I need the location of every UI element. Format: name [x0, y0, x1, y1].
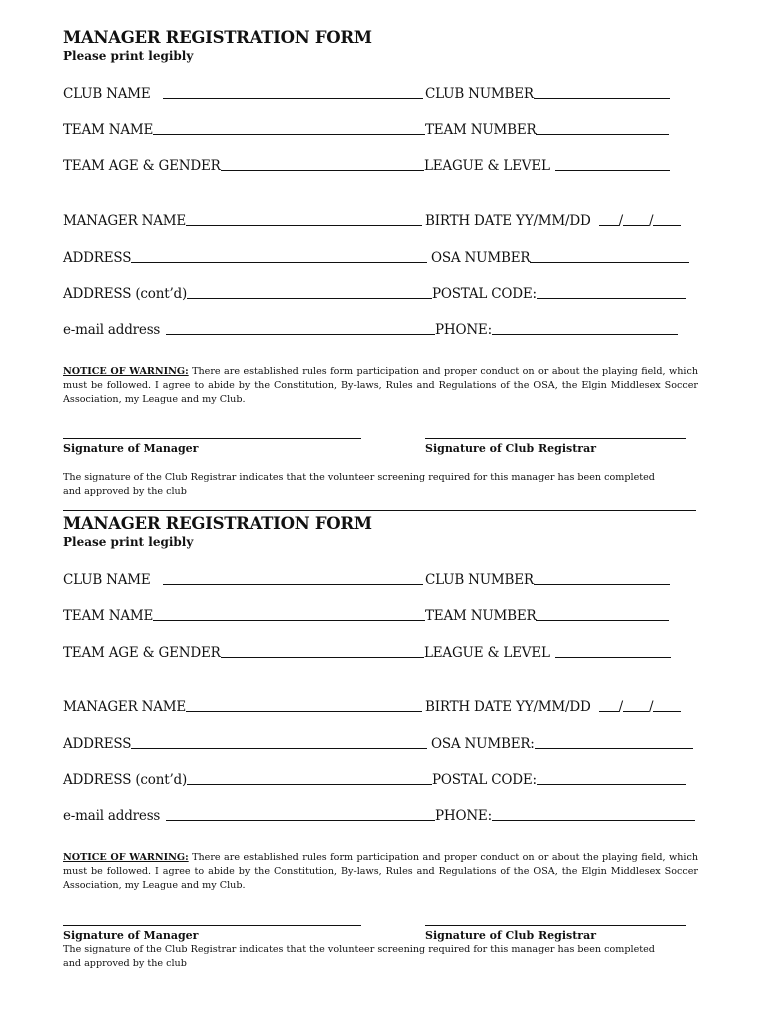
- league-level-input-line[interactable]: [555, 157, 670, 171]
- birth-date-field[interactable]: [425, 209, 691, 229]
- postal-code-field[interactable]: [432, 768, 686, 788]
- phone-label: PHONE:: [435, 322, 492, 338]
- postal-code-label: POSTAL CODE:: [432, 772, 537, 788]
- manager-signature-line[interactable]: [63, 438, 361, 439]
- club-name-field[interactable]: [63, 568, 423, 588]
- manager-signature-label: Signature of Manager: [63, 442, 199, 455]
- club-name-label: CLUB NAME: [63, 572, 151, 588]
- row-address: [63, 246, 703, 266]
- birth-year-line[interactable]: [599, 698, 619, 712]
- phone-label: PHONE:: [435, 808, 492, 824]
- phone-field[interactable]: [435, 318, 678, 338]
- address-cont-input-line[interactable]: [187, 285, 432, 299]
- osa-number-input-line[interactable]: [530, 249, 689, 263]
- team-age-gender-field[interactable]: [63, 154, 424, 174]
- club-number-input-line[interactable]: [534, 85, 670, 99]
- row-team: [63, 604, 703, 624]
- osa-number-label: OSA NUMBER: [431, 250, 531, 266]
- address-label: ADDRESS: [63, 250, 132, 266]
- registrar-footnote: The signature of the Club Registrar indicates that the volunteer screening required for this manager has been completed and approved by the club: [63, 944, 655, 969]
- club-number-label: CLUB NUMBER: [425, 86, 534, 102]
- row-club: [63, 568, 703, 588]
- club-name-label: CLUB NAME: [63, 86, 151, 102]
- team-number-input-line[interactable]: [536, 607, 669, 621]
- address-label: ADDRESS: [63, 736, 132, 752]
- league-level-field[interactable]: [424, 154, 670, 174]
- row-address-cont: [63, 768, 703, 788]
- birth-month-line[interactable]: [623, 698, 649, 712]
- form-divider: [63, 510, 696, 511]
- manager-name-input-line[interactable]: [186, 212, 422, 226]
- club-number-field[interactable]: [425, 568, 670, 588]
- club-number-input-line[interactable]: [534, 571, 670, 585]
- team-name-input-line[interactable]: [153, 607, 425, 621]
- form-title: MANAGER REGISTRATION FORM: [63, 28, 372, 47]
- team-name-label: TEAM NAME: [63, 122, 154, 138]
- registrar-signature-line[interactable]: [425, 925, 686, 926]
- row-age: [63, 641, 703, 661]
- manager-name-label: MANAGER NAME: [63, 213, 187, 229]
- form-title: MANAGER REGISTRATION FORM: [63, 514, 372, 533]
- registrar-signature-label: Signature of Club Registrar: [425, 929, 596, 942]
- birth-date-label: BIRTH DATE YY/MM/DD: [425, 213, 591, 229]
- notice-text: There are established rules form participation and proper conduct on or about the playing field, which must be followed. I agree to abide by the Constitution, By-laws, Rules and Regulations of the OSA, the Elgin Middlesex Soccer Association, my League and my Club.: [63, 851, 698, 891]
- team-age-gender-input-line[interactable]: [221, 644, 424, 658]
- registrar-signature-label: Signature of Club Registrar: [425, 442, 596, 455]
- team-number-field[interactable]: [425, 118, 669, 138]
- birth-date-label: BIRTH DATE YY/MM/DD: [425, 699, 591, 715]
- club-name-input-line[interactable]: [163, 571, 423, 585]
- notice-label: NOTICE OF WARNING:: [63, 851, 189, 863]
- email-field[interactable]: [63, 318, 435, 338]
- club-name-input-line[interactable]: [163, 85, 423, 99]
- team-number-label: TEAM NUMBER: [425, 122, 537, 138]
- notice-label: NOTICE OF WARNING:: [63, 365, 189, 377]
- postal-code-label: POSTAL CODE:: [432, 286, 537, 302]
- osa-number-field[interactable]: [431, 246, 689, 266]
- address-cont-label: ADDRESS (cont’d): [63, 772, 188, 788]
- team-number-field[interactable]: [425, 604, 669, 624]
- league-level-input-line[interactable]: [555, 644, 671, 658]
- team-age-gender-input-line[interactable]: [221, 157, 424, 171]
- manager-name-input-line[interactable]: [186, 698, 422, 712]
- team-age-gender-label: TEAM AGE & GENDER: [63, 645, 221, 661]
- birth-day-line[interactable]: [653, 212, 681, 226]
- manager-signature-line[interactable]: [63, 925, 361, 926]
- registrar-footnote: The signature of the Club Registrar indicates that the volunteer screening required for this manager has been completed and approved by the club: [63, 472, 655, 497]
- phone-input-line[interactable]: [492, 807, 695, 821]
- birth-year-line[interactable]: [599, 212, 619, 226]
- registration-form-top: [63, 28, 703, 497]
- birth-date-field[interactable]: [425, 695, 691, 715]
- registration-form-bottom: [63, 514, 703, 969]
- date-separator: /: [618, 699, 624, 715]
- address-cont-label: ADDRESS (cont’d): [63, 286, 188, 302]
- postal-code-field[interactable]: [432, 282, 686, 302]
- postal-code-input-line[interactable]: [537, 285, 686, 299]
- league-level-label: LEAGUE & LEVEL: [424, 645, 550, 661]
- address-input-line[interactable]: [131, 249, 427, 263]
- email-label: e-mail address: [63, 322, 161, 338]
- team-name-field[interactable]: [63, 604, 425, 624]
- email-input-line[interactable]: [166, 321, 435, 335]
- address-cont-field[interactable]: [63, 282, 432, 302]
- form-subtitle: Please print legibly: [63, 49, 194, 63]
- notice-text: There are established rules form participation and proper conduct on or about the playing field, which must be followed. I agree to abide by the Constitution, By-laws, Rules and Regulations of the OSA, the Elgin Middlesex Soccer Association, my League and my Club.: [63, 365, 698, 405]
- row-club: [63, 82, 703, 102]
- email-input-line[interactable]: [166, 807, 435, 821]
- date-separator: /: [618, 213, 624, 229]
- manager-name-field[interactable]: [63, 695, 422, 715]
- osa-number-input-line[interactable]: [535, 735, 693, 749]
- date-separator: /: [649, 699, 654, 715]
- club-number-label: CLUB NUMBER: [425, 572, 534, 588]
- team-name-label: TEAM NAME: [63, 608, 154, 624]
- team-name-input-line[interactable]: [153, 121, 425, 135]
- team-number-label: TEAM NUMBER: [425, 608, 537, 624]
- team-age-gender-field[interactable]: [63, 641, 424, 661]
- row-team: [63, 118, 703, 138]
- team-age-gender-label: TEAM AGE & GENDER: [63, 158, 221, 174]
- row-manager: [63, 209, 703, 229]
- row-age: [63, 154, 703, 174]
- club-number-field[interactable]: [425, 82, 670, 102]
- address-field[interactable]: [63, 732, 427, 752]
- notice-of-warning: [63, 851, 698, 893]
- row-address-cont: [63, 282, 703, 302]
- league-level-label: LEAGUE & LEVEL: [424, 158, 550, 174]
- manager-signature-label: Signature of Manager: [63, 929, 199, 942]
- address-input-line[interactable]: [131, 735, 427, 749]
- notice-of-warning: [63, 365, 698, 407]
- osa-number-field[interactable]: [431, 732, 693, 752]
- league-level-field[interactable]: [424, 641, 671, 661]
- address-field[interactable]: [63, 246, 427, 266]
- team-name-field[interactable]: [63, 118, 425, 138]
- birth-day-line[interactable]: [653, 698, 681, 712]
- email-field[interactable]: [63, 804, 435, 824]
- row-address: [63, 732, 703, 752]
- row-email: [63, 318, 703, 338]
- osa-number-label: OSA NUMBER:: [431, 736, 535, 752]
- team-number-input-line[interactable]: [536, 121, 669, 135]
- row-manager: [63, 695, 703, 715]
- birth-month-line[interactable]: [623, 212, 649, 226]
- phone-input-line[interactable]: [492, 321, 678, 335]
- date-separator: /: [649, 213, 654, 229]
- club-name-field[interactable]: [63, 82, 423, 102]
- manager-name-label: MANAGER NAME: [63, 699, 187, 715]
- address-cont-input-line[interactable]: [187, 771, 432, 785]
- address-cont-field[interactable]: [63, 768, 432, 788]
- manager-name-field[interactable]: [63, 209, 422, 229]
- form-subtitle: Please print legibly: [63, 535, 194, 549]
- postal-code-input-line[interactable]: [537, 771, 686, 785]
- email-label: e-mail address: [63, 808, 161, 824]
- registrar-signature-line[interactable]: [425, 438, 686, 439]
- phone-field[interactable]: [435, 804, 695, 824]
- row-email: [63, 804, 703, 824]
